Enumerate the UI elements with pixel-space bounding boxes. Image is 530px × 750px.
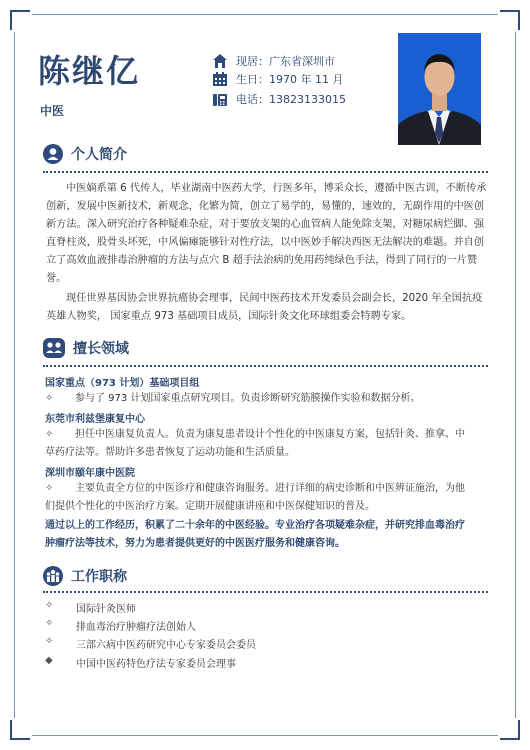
expertise-org: 深圳市颐年康中医院 — [45, 468, 135, 479]
section-header-titles — [43, 566, 127, 586]
frame-corner — [10, 720, 30, 740]
diamond-bullet-icon: ✧ — [45, 618, 54, 629]
expertise-line: ✧ 担任中医康复负责人。负责为康复患者设计个性化的中医康复方案，包括针灸、推拿、中 — [45, 426, 495, 444]
contact-birthday — [212, 71, 343, 87]
expertise-line: ✧ 主要负责全方位的中医诊疗和健康咨询服务。进行详细的病史诊断和中医辨证施治，为他 — [45, 480, 495, 498]
group-icon — [43, 566, 63, 586]
expertise-summary: 肿瘤疗法等技术，努力为患者提供更好的中医医疗服务和健康咨询。 — [45, 538, 345, 549]
diamond-bullet-icon: ✧ — [45, 600, 54, 611]
person-name: 陈继亿 — [38, 52, 141, 90]
person-icon — [43, 144, 63, 164]
frame-edge — [32, 14, 498, 15]
phone-icon — [212, 91, 228, 107]
expertise-org: 国家重点（973 计划）基础项目组 — [45, 378, 200, 389]
expertise-line: 们提供个性化的中医治疗方案。定期开展健康讲座和中医保健知识的普及。 — [45, 501, 375, 512]
contact-residence — [212, 53, 335, 69]
frame-corner — [10, 10, 30, 30]
section-divider — [43, 365, 488, 367]
diamond-bullet-icon: ✧ — [45, 393, 54, 404]
contact-phone-text: 电话：13823133015 — [236, 93, 346, 106]
intro-paragraph: 中医嫡系第 6 代传人，毕业湖南中医药大学，行医多年，博采众长，遵循中医古训，不断传承创新，发展中医新技术，新观念，化繁为简，创立了易学的，易懂的，速效的，无副作用的中医创新方法。深入研究治疗各种疑难杂症，对于要放支架的心血管病人能免除支架，对糖尿病烂脚、强直脊柱炎，股骨头坏死，中风偏瘫能够针对性疗法，以中医妙手解决西医无法解决的难题。并自创立了高效血液排毒治肿瘤的方法与点穴 B 超手法治病的免用药纯绿色手法，得到了同行的一片赞誉。 — [46, 183, 487, 284]
contact-birthday-text: 生日：1970 年 11 月 — [236, 73, 344, 86]
title-item: ◆ 中国中医药特色疗法专家委员会理事 — [45, 655, 236, 670]
diamond-bullet-icon: ◆ — [45, 655, 53, 666]
contact-phone — [212, 91, 346, 107]
section-title-titles: 工作职称 — [71, 569, 127, 585]
diamond-bullet-icon: ✧ — [45, 429, 54, 440]
section-title-expertise: 擅长领域 — [73, 341, 129, 357]
intro-paragraph: 现任世界基因协会世界抗癌协会理事，民间中医药技术开发委员会副会长，2020 年全国抗疫英雄人物奖， 国家重点 973 基础项目成员，国际针灸文化环球组委会特聘专家。 — [46, 293, 483, 322]
handshake-icon — [43, 338, 65, 358]
section-header-intro — [43, 144, 127, 164]
expertise-line: ✧ 参与了 973 计划国家重点研究项目。负责诊断研究筋膜操作实验和数据分析。 — [45, 390, 495, 408]
expertise-line: 草药疗法等。帮助许多患者恢复了运动功能和生活质量。 — [45, 447, 295, 458]
profile-photo — [398, 33, 481, 145]
contact-residence-text: 现居：广东省深圳市 — [236, 55, 335, 68]
expertise-summary: 通过以上的工作经历，积累了二十余年的中医经验。专业治疗各项疑难杂症，并研究排血毒治疗 — [45, 520, 465, 531]
calendar-icon — [212, 71, 228, 87]
frame-edge — [32, 735, 498, 736]
section-title-intro: 个人简介 — [71, 147, 127, 163]
section-divider — [43, 171, 488, 173]
section-header-expertise — [43, 338, 129, 358]
title-item: ✧ 排血毒治疗肿瘤疗法创始人 — [45, 618, 196, 633]
section-divider — [43, 591, 488, 593]
expertise-org: 东莞市利兹堡康复中心 — [45, 414, 145, 425]
person-role: 中医 — [40, 104, 65, 118]
title-item: ✧ 国际针灸医师 — [45, 600, 136, 615]
home-icon — [212, 53, 228, 69]
diamond-bullet-icon: ✧ — [45, 483, 54, 494]
portrait-figure — [398, 33, 481, 145]
frame-corner — [500, 10, 520, 30]
frame-edge — [515, 32, 516, 718]
title-item: ✧ 三部六病中医药研究中心专家委员会委员 — [45, 636, 256, 651]
diamond-bullet-icon: ✧ — [45, 636, 54, 647]
frame-corner — [500, 720, 520, 740]
frame-edge — [14, 32, 15, 718]
